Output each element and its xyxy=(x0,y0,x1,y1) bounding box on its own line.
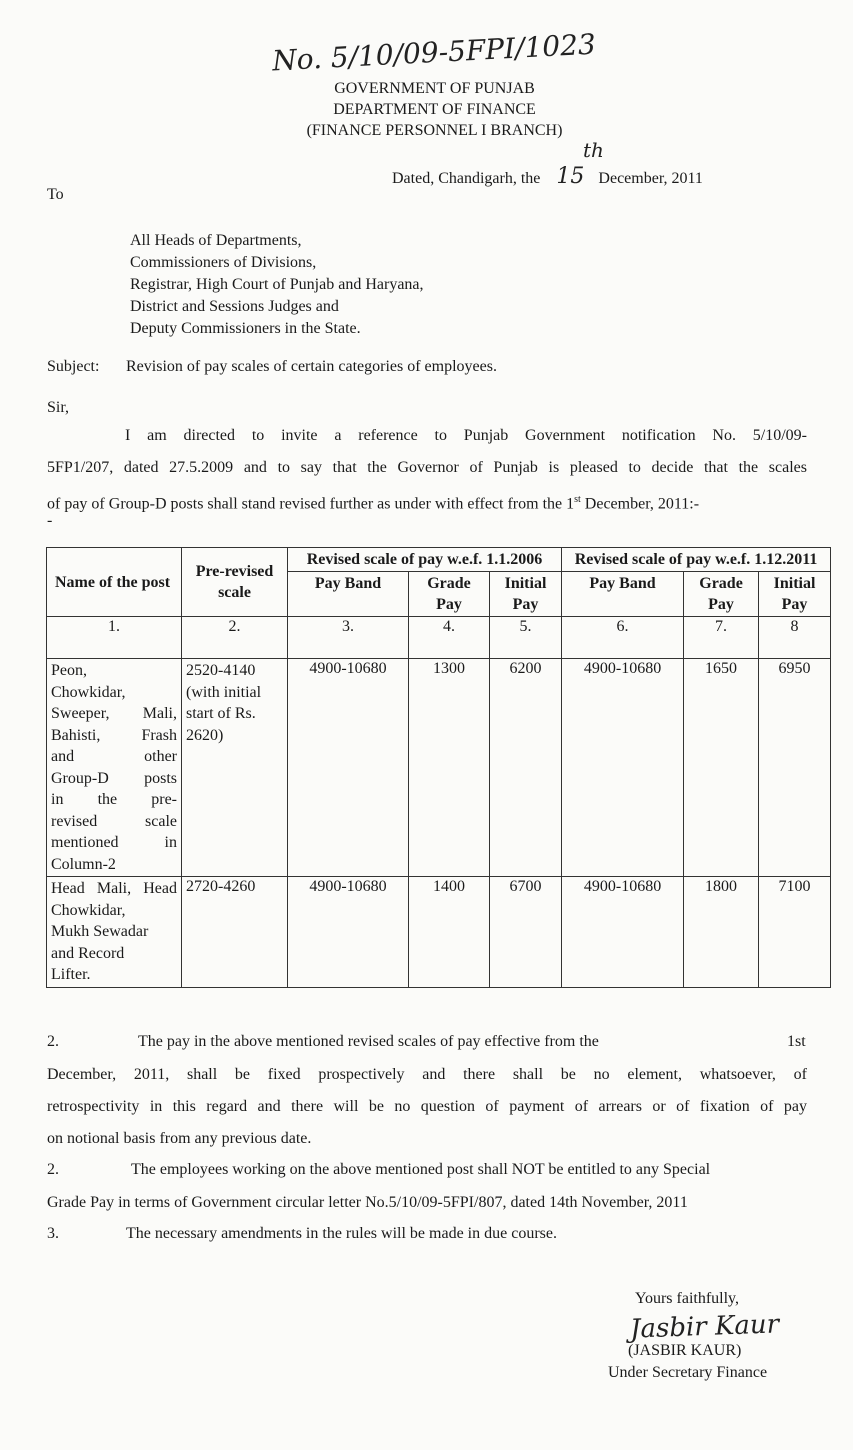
initial-pay-cell: 6950 xyxy=(759,659,831,877)
pay-band-cell: 4900-10680 xyxy=(562,659,684,877)
para2-line-1-end: 1st xyxy=(787,1033,806,1050)
pre-revised-cell: 2720-4260 xyxy=(182,877,288,988)
column-number: 5. xyxy=(490,617,562,659)
header-initial-pay: Initial Pay xyxy=(759,572,831,617)
dated-prefix: Dated, Chandigarh, the xyxy=(392,170,541,187)
column-number: 8 xyxy=(759,617,831,659)
yours-faithfully: Yours faithfully, xyxy=(635,1290,740,1307)
grade-pay-cell: 1300 xyxy=(409,659,490,877)
post-name-cell xyxy=(47,877,182,988)
pay-band-cell: 4900-10680 xyxy=(562,877,684,988)
grade-pay-cell: 1400 xyxy=(409,877,490,988)
header-grade-pay: Grade Pay xyxy=(409,572,490,617)
header-revised-2006: Revised scale of pay w.e.f. 1.1.2006 xyxy=(288,548,562,572)
post-name-line: and Record xyxy=(51,944,125,962)
initial-pay-cell: 7100 xyxy=(759,877,831,988)
table-row xyxy=(47,877,831,988)
para2-number: 2. xyxy=(47,1033,59,1050)
subject-label: Subject: xyxy=(47,358,100,375)
column-number: 7. xyxy=(684,617,759,659)
addressee: Commissioners of Divisions, xyxy=(130,254,317,271)
addressee: Deputy Commissioners in the State. xyxy=(130,320,361,337)
post-name-line: Sweeper, Mali, xyxy=(51,705,177,722)
header-branch: (FINANCE PERSONNEL I BRANCH) xyxy=(306,122,563,139)
addressee-list xyxy=(130,230,424,340)
post-name-line: Column-2 xyxy=(51,855,116,873)
para3-line-1: The employees working on the above mentioned post shall NOT be entitled to any Special xyxy=(131,1161,711,1178)
header-pay-band: Pay Band xyxy=(288,572,409,617)
intro-line-3-sup: st xyxy=(574,494,581,505)
header-grade-pay: Grade Pay xyxy=(684,572,759,617)
header-pre-revised: Pre-revised scale xyxy=(182,548,288,617)
para2-line-1: The pay in the above mentioned revised scales of pay effective from the xyxy=(138,1033,599,1050)
salutation: Sir, xyxy=(47,399,70,416)
pay-band-cell: 4900-10680 xyxy=(288,659,409,877)
para3-line-2: Grade Pay in terms of Government circular letter No.5/10/09-5FPI/807, dated 14th November, 2011 xyxy=(47,1194,688,1211)
initial-pay-cell: 6200 xyxy=(490,659,562,877)
addressee: District and Sessions Judges and xyxy=(130,298,339,315)
intro-line-2: 5FP1/207, dated 27.5.2009 and to say that the Governor of Punjab is pleased to decide that the scales xyxy=(47,459,807,476)
intro-line-3-a: of pay of Group-D posts shall stand revised further as under with effect from the 1 xyxy=(47,495,575,513)
header-department: DEPARTMENT OF FINANCE xyxy=(333,101,536,118)
to-label: To xyxy=(47,186,64,203)
pay-scale-table xyxy=(46,547,831,988)
grade-pay-cell: 1650 xyxy=(684,659,759,877)
dated-day-suffix: th xyxy=(583,138,604,162)
para2-line-2: December, 2011, shall be fixed prospectively and there shall be no element, whatsoever, of xyxy=(47,1066,807,1083)
dated-line xyxy=(392,164,703,189)
header-name-of-post: Name of the post xyxy=(47,548,182,617)
addressee: Registrar, High Court of Punjab and Haryana, xyxy=(130,276,424,293)
post-name-line: Group-D posts xyxy=(51,769,177,787)
column-number: 1. xyxy=(47,617,182,659)
signatory-name: (JASBIR KAUR) xyxy=(628,1342,742,1359)
dated-month-year: December, 2011 xyxy=(598,170,703,187)
column-number: 3. xyxy=(288,617,409,659)
pre-revised-cell: 2520-4140 (with initial start of Rs. 2620) xyxy=(182,659,288,877)
post-name-line: and other xyxy=(51,748,177,765)
column-number: 4. xyxy=(409,617,490,659)
header-initial-pay: Initial Pay xyxy=(490,572,562,617)
initial-pay-cell: 6700 xyxy=(490,877,562,988)
header-government: GOVERNMENT OF PUNJAB xyxy=(334,80,535,97)
para2-line-4: on notional basis from any previous date. xyxy=(47,1130,312,1147)
post-name-line: Bahisti, Frash xyxy=(51,726,177,744)
header-pay-band: Pay Band xyxy=(562,572,684,617)
column-number: 6. xyxy=(562,617,684,659)
addressee: All Heads of Departments, xyxy=(130,232,302,249)
signature: Jasbir Kaur xyxy=(629,1309,780,1345)
para4-number: 3. xyxy=(47,1225,59,1242)
dated-day: 15 xyxy=(556,164,585,189)
table-row xyxy=(47,659,831,877)
subject-text: Revision of pay scales of certain categories of employees. xyxy=(126,358,497,375)
post-name-line: revised scale xyxy=(51,812,177,830)
para4-line-1: The necessary amendments in the rules will be made in due course. xyxy=(126,1225,557,1242)
intro-dash: - xyxy=(47,512,53,529)
post-name-line: Chowkidar, xyxy=(51,683,126,701)
post-name-line: in the pre- xyxy=(51,791,177,808)
intro-line-1: I am directed to invite a reference to Punjab Government notification No. 5/10/09- xyxy=(125,427,807,444)
post-name-line: mentioned in xyxy=(51,834,177,851)
column-number: 2. xyxy=(182,617,288,659)
header-revised-2011: Revised scale of pay w.e.f. 1.12.2011 xyxy=(562,548,831,572)
post-name-line: Head Mali, Head xyxy=(51,880,177,897)
post-name-line: Lifter. xyxy=(51,966,91,983)
grade-pay-cell: 1800 xyxy=(684,877,759,988)
intro-line-3-b: December, 2011:- xyxy=(580,495,700,513)
signatory-designation: Under Secretary Finance xyxy=(608,1364,768,1381)
post-name-line: Chowkidar, xyxy=(51,901,126,919)
letter-number: No. 5/10/09-5FPI/1023 xyxy=(271,27,597,78)
post-name-line: Peon, xyxy=(51,662,87,679)
table-column-number-row xyxy=(47,617,831,659)
post-name-line: Mukh Sewadar xyxy=(51,923,149,940)
para3-number: 2. xyxy=(47,1161,59,1178)
intro-line-3 xyxy=(47,484,807,520)
table-header-row xyxy=(47,548,831,572)
pay-band-cell: 4900-10680 xyxy=(288,877,409,988)
post-name-cell xyxy=(47,659,182,877)
para2-line-3: retrospectivity in this regard and there will be no question of payment of arrears or of fixation of pay xyxy=(47,1098,807,1115)
